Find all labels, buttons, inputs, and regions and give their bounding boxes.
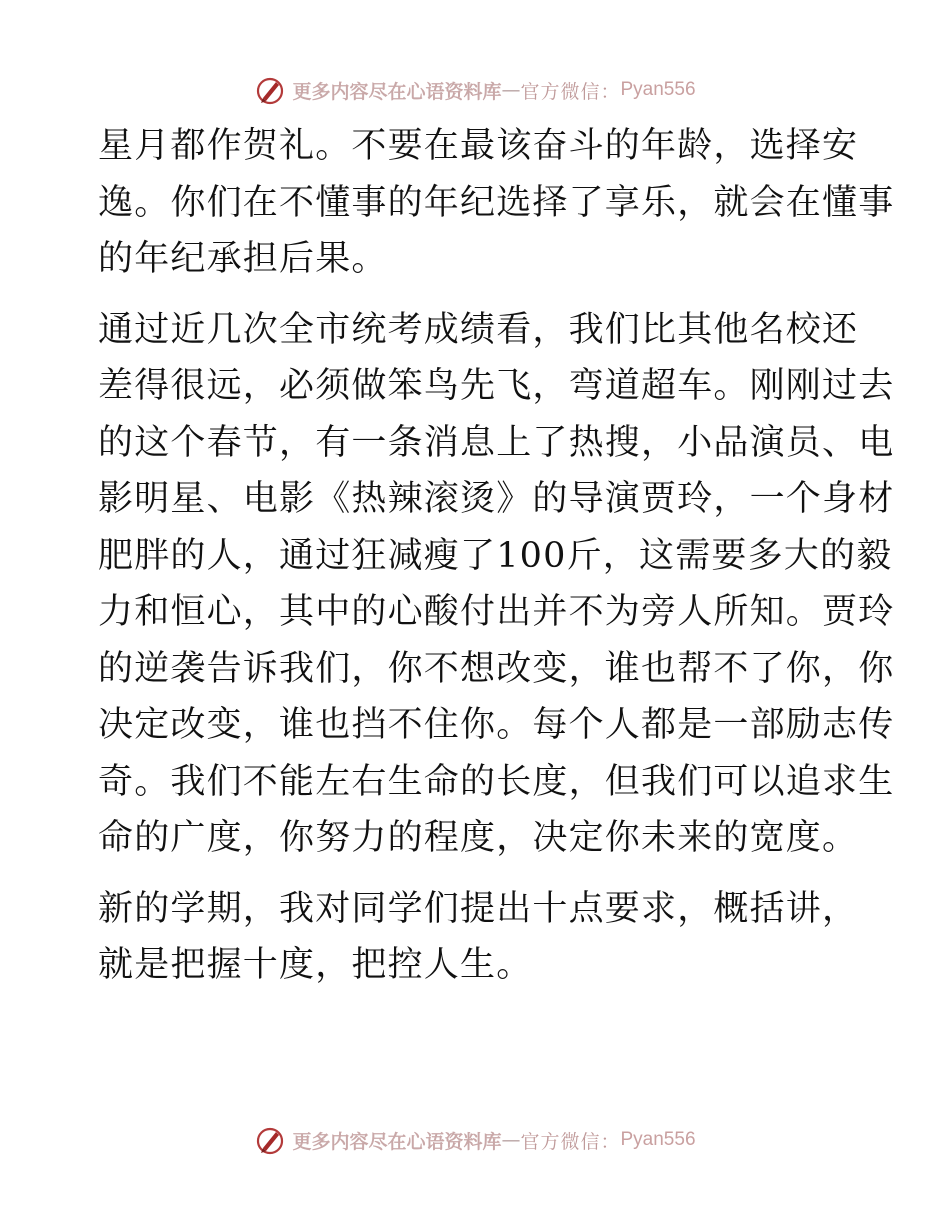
header-watermark [0,70,950,110]
text-line: 逸。你们在不懂事的年纪选择了享乐，就会在懂事 [98,182,895,223]
text-line: 的这个春节，有一条消息上了热搜，小品演员、电 [98,422,895,463]
paragraph-3 [98,881,858,994]
pen-logo-icon [254,1124,286,1156]
watermark-text: 更多内容尽在心语资料库 [292,80,502,103]
watermark-text: 更多内容尽在心语资料库 [292,1130,502,1153]
watermark-wechat-label: 官方微信： [520,80,621,103]
text-line: 的年纪承担后果。 [98,239,388,279]
text-line: 决定改变，谁也挡不住你。每个人都是一部励志传 [98,705,895,745]
watermark-wechat-id: Pyan556 [620,1129,696,1150]
text-line: 肥胖的人，通过狂减瘦了100斤，这需要多大的毅 [98,535,893,576]
pen-logo-icon [254,74,286,106]
paragraph-1 [98,118,895,288]
footer-watermark [0,1120,950,1160]
paragraph-2 [98,302,895,867]
watermark-dash: — [501,1129,521,1151]
text-line: 影明星、电影《热辣滚烫》的导演贾玲，一个身材 [98,479,895,519]
text-line: 奇。我们不能左右生命的长度，但我们可以追求生 [98,761,895,802]
text-line: 力和恒心，其中的心酸付出并不为旁人所知。贾玲 [98,592,895,632]
watermark-dash: — [501,79,521,101]
text-line: 差得很远，必须做笨鸟先飞，弯道超车。刚刚过去 [98,366,895,406]
watermark-wechat-id: Pyan556 [620,79,696,100]
text-line: 星月都作贺礼。不要在最该奋斗的年龄，选择安 [98,126,859,166]
watermark-wechat-label: 官方微信： [520,1130,621,1153]
document-body [98,118,895,1008]
text-line: 就是把握十度，把控人生。 [98,945,533,985]
text-line: 命的广度，你努力的程度，决定你未来的宽度。 [98,818,859,858]
text-line: 的逆袭告诉我们，你不想改变，谁也帮不了你，你 [98,648,895,689]
text-line: 通过近几次全市统考成绩看，我们比其他名校还 [98,309,859,350]
text-line: 新的学期，我对同学们提出十点要求，概括讲， [98,888,859,929]
